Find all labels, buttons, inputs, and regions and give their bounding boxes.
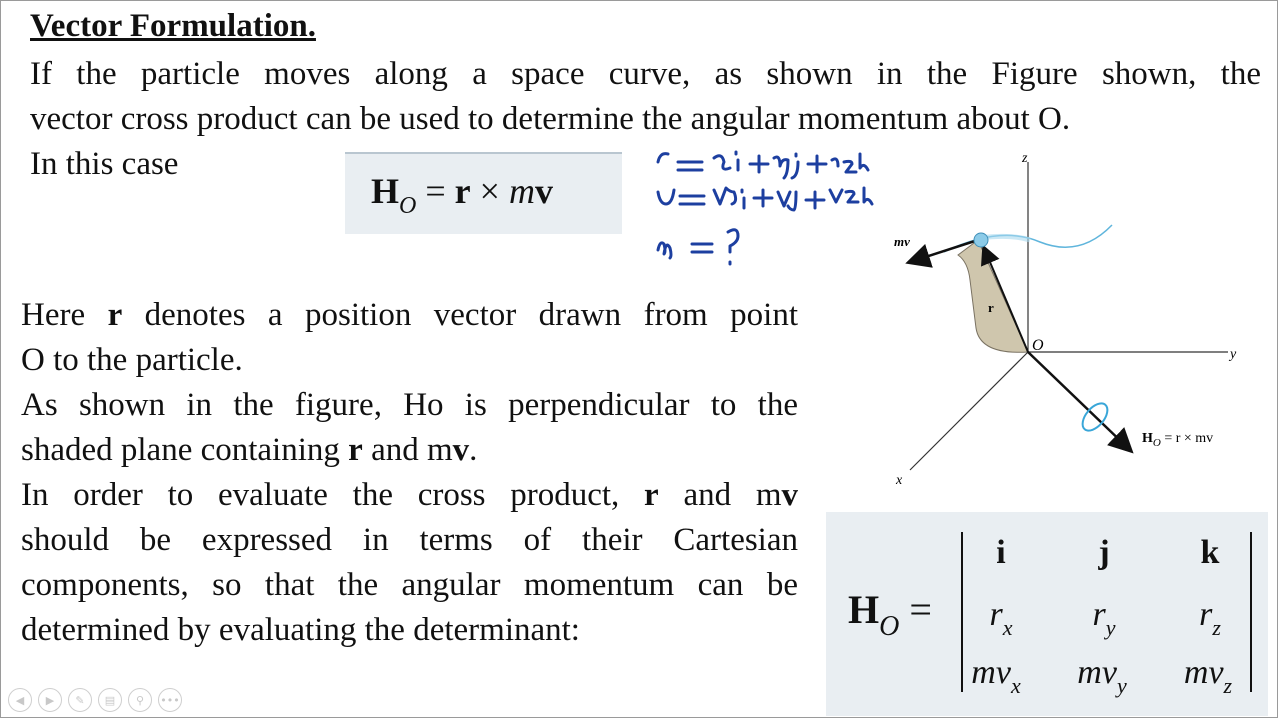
forward-icon[interactable]: ▶ <box>38 688 62 712</box>
det-cell-rx: $r_x$ <box>989 596 1013 640</box>
mv-label: mv <box>894 234 910 249</box>
axis-x-label: x <box>896 473 903 488</box>
handwriting-line-3 <box>658 230 738 264</box>
determinant-box <box>826 512 1268 716</box>
zoom-icon[interactable]: ⚲ <box>128 688 152 712</box>
body-line-8: determined by evaluating the determinant: <box>21 612 580 648</box>
body-line-5: In order to evaluate the cross product, r and mv <box>21 477 798 513</box>
det-cell-i: i <box>996 534 1006 571</box>
body-line-1: Here r denotes a position vector drawn from point <box>21 297 798 333</box>
det-cell-mvx: $mv_x$ <box>971 654 1021 698</box>
body-line-3: As shown in the figure, Ho is perpendicular to the <box>21 387 798 423</box>
body-line-7: components, so that the angular momentum can be <box>21 567 798 603</box>
body-line-2: O to the particle. <box>21 342 243 378</box>
pen-icon[interactable]: ✎ <box>68 688 92 712</box>
angular-momentum-vector <box>1028 352 1130 450</box>
intro-line-2: vector cross product can be used to determine the angular momentum about O. <box>30 101 1071 137</box>
det-cell-ry: $r_y$ <box>1092 596 1116 640</box>
angular-momentum-label: $H_O = r$ × mv <box>1142 431 1214 449</box>
explanation-text <box>21 293 798 653</box>
body-line-6: should be expressed in terms of their Cartesian <box>21 522 798 558</box>
body-line-4: shaded plane containing r and mv. <box>21 432 478 468</box>
intro-line-1: If the particle moves along a space curve, as shown in the Figure shown, the <box>30 56 1261 92</box>
det-cell-j: j <box>1098 534 1110 571</box>
x-axis <box>910 352 1028 470</box>
r-label: r <box>988 300 994 315</box>
shaded-plane <box>958 240 1028 352</box>
det-cell-mvz: $mv_z$ <box>1183 654 1233 698</box>
slide-heading: Vector Formulation. <box>30 8 316 44</box>
det-cell-k: k <box>1200 534 1220 571</box>
handwriting-line-1 <box>658 152 868 178</box>
particle <box>974 233 988 247</box>
back-icon[interactable]: ◀ <box>8 688 32 712</box>
slides-icon[interactable]: ▤ <box>98 688 122 712</box>
origin-label: O <box>1032 337 1044 354</box>
handwriting-line-2 <box>658 188 872 210</box>
axis-y-label: y <box>1230 347 1237 362</box>
in-this-case-text: In this case <box>30 146 179 182</box>
determinant-lhs: $H_O$ = <box>848 587 932 642</box>
presentation-toolbar <box>8 688 182 714</box>
det-cell-rz: $r_z$ <box>1199 596 1221 640</box>
angular-momentum-equation-box <box>345 152 622 234</box>
more-icon[interactable]: ••• <box>158 688 182 712</box>
det-cell-mvy: $mv_y$ <box>1077 654 1127 698</box>
space-curve-figure <box>880 140 1270 500</box>
determinant-right-bar <box>1250 532 1252 692</box>
axis-z-label: z <box>1022 151 1028 166</box>
angular-momentum-equation: $H_O = r$ × mv <box>371 171 553 219</box>
